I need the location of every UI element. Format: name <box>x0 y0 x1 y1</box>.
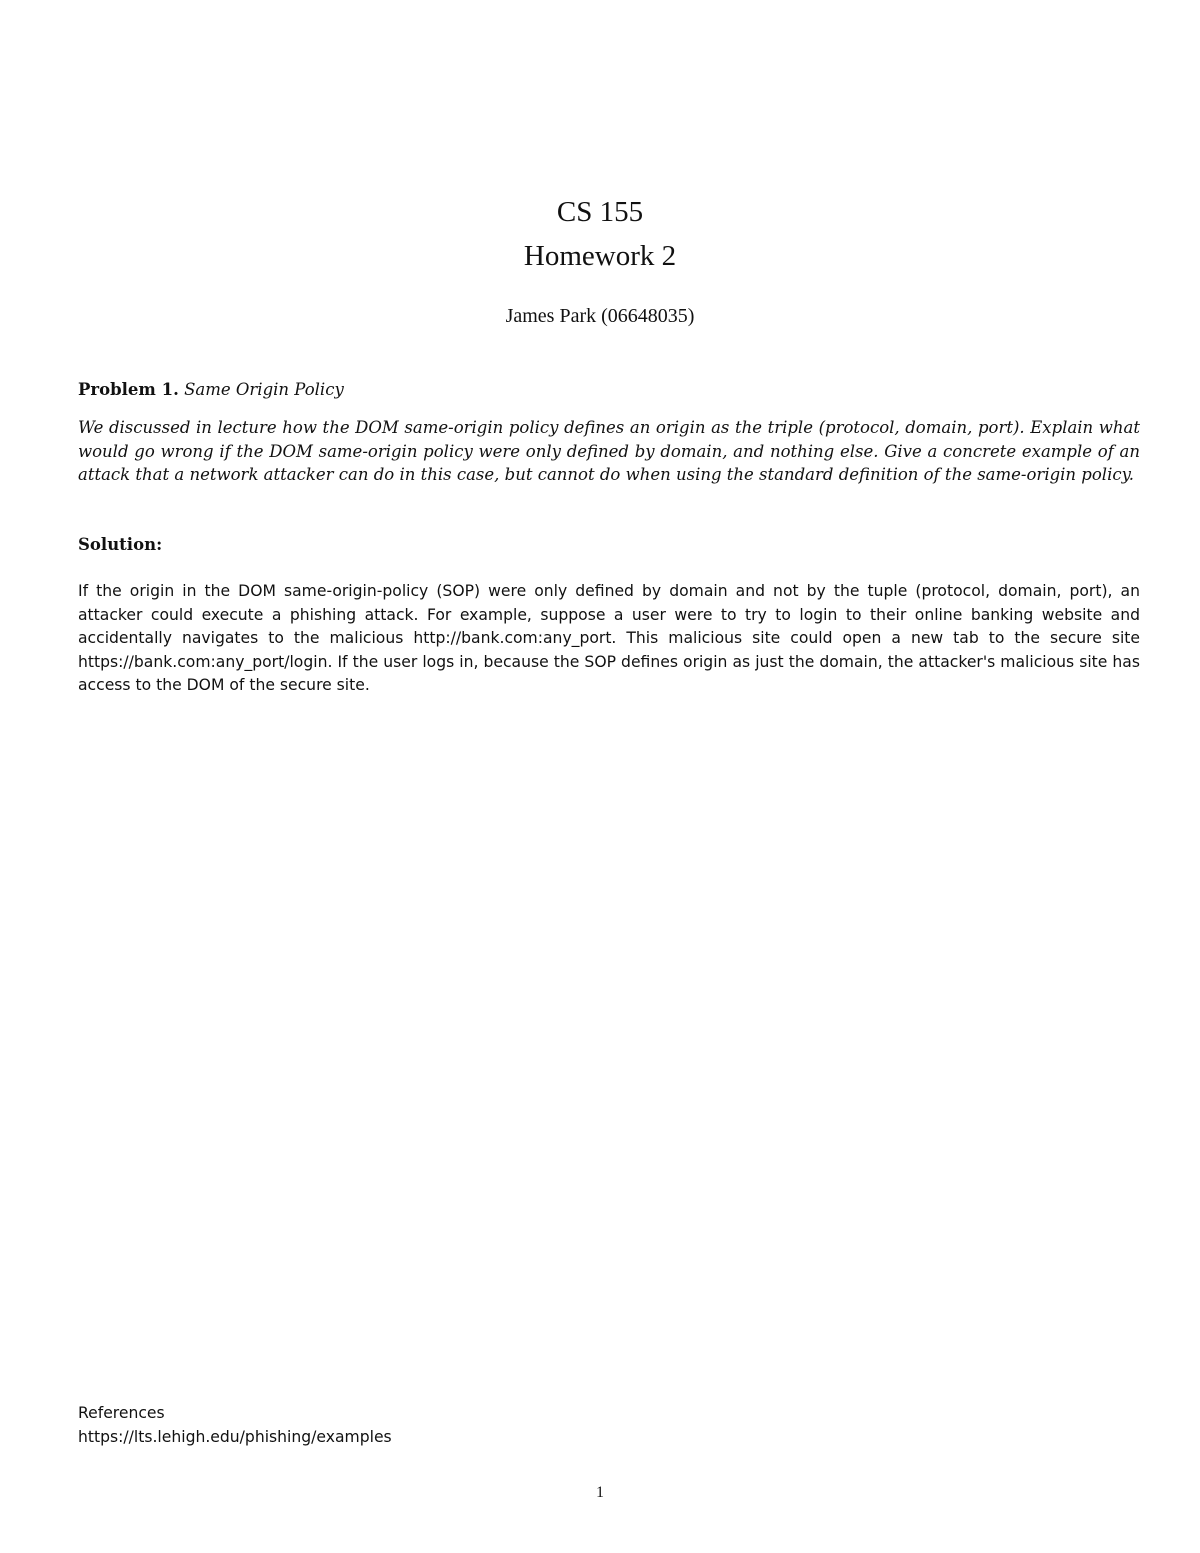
assignment-title: Homework 2 <box>523 240 677 272</box>
course-title: CS 155 <box>556 196 644 228</box>
problem-label: Problem 1. <box>78 380 179 399</box>
page-number: 1 <box>596 1484 604 1501</box>
solution-text: If the origin in the DOM same-origin-policy (SOP) were only defined by domain and not by the tuple (protocol, domain, port), an attacker could execute a phishing attack. For example, suppose a user were to try to login to their online banking website and accidentally navigates to the malicious http://bank.com:any_port. This malicious site could open a new tab to the secure site https://bank.com:any_port/login. If the user logs in, because the SOP defines origin as just the domain, the attacker's malicious site has access to the DOM of the secure site. <box>78 582 1140 694</box>
problem-prompt: We discussed in lecture how the DOM same-origin policy defines an origin as the triple (protocol, domain, port). Explain what would go wrong if the DOM same-origin policy were only defined by domain, and nothing else. Give a concrete example of an attack that a network attacker can do in this case, but cannot do when using the standard definition of the same-origin policy. <box>78 418 1140 484</box>
problem-title: Same Origin Policy <box>184 380 344 399</box>
reference-link[interactable]: https://lts.lehigh.edu/phishing/examples <box>78 1427 392 1446</box>
references-section <box>78 1402 1140 1449</box>
references-heading: References <box>78 1404 165 1422</box>
problem-heading <box>78 378 1140 402</box>
solution-heading: Solution: <box>78 535 163 554</box>
author-line: James Park (06648035) <box>505 305 695 327</box>
